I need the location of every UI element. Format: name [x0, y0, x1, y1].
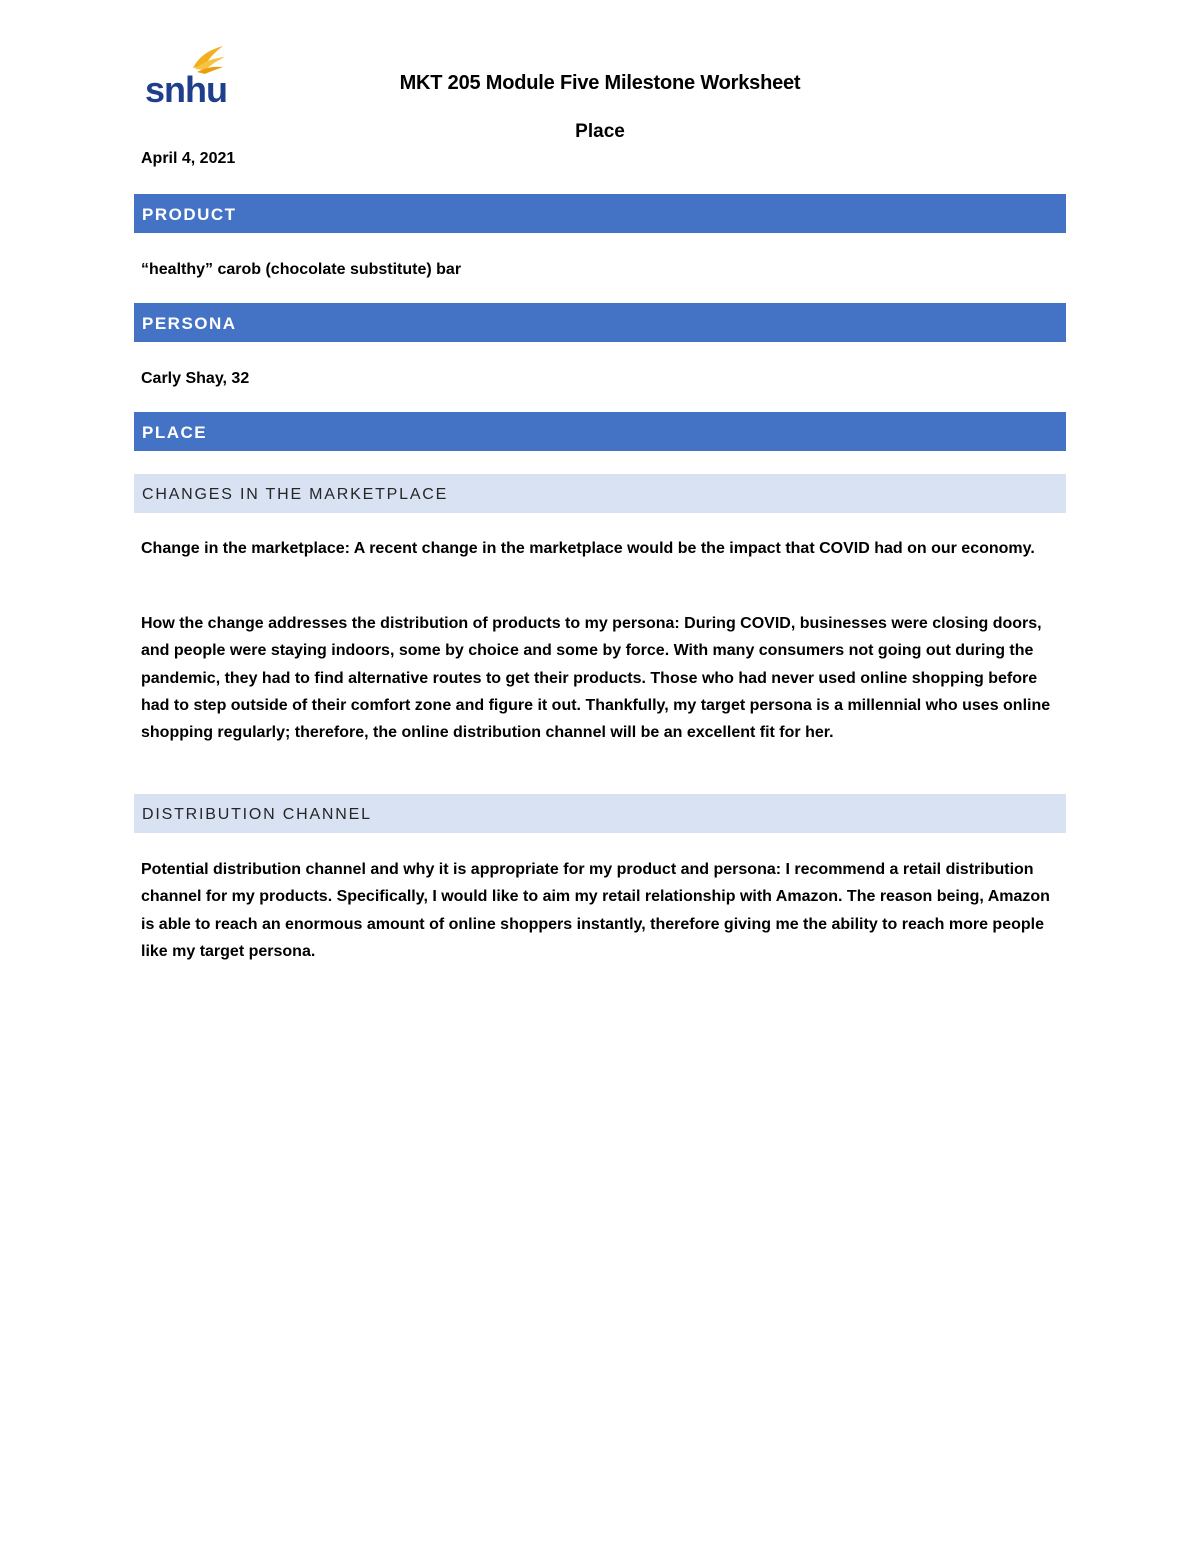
distribution-channel-paragraph: Potential distribution channel and why it is appropriate for my product and persona: I recommend a retail distribution channel for my products. Specifically, I would like to aim my retail relationship with Amazon. The reason being, Amazon is able to reach an enormous amount of online shoppers instantly, therefore giving me the ability to reach more people like my target persona. — [141, 861, 1050, 960]
document-date: April 4, 2021 — [141, 150, 236, 167]
distribution-channel-heading: DISTRIBUTION CHANNEL — [134, 794, 1066, 833]
persona-value: Carly Shay, 32 — [141, 370, 250, 387]
svg-text:snhu: snhu — [145, 69, 227, 106]
persona-heading: PERSONA — [134, 303, 1066, 342]
place-heading: PLACE — [134, 412, 1066, 451]
product-heading: PRODUCT — [134, 194, 1066, 233]
distribution-impact-paragraph: How the change addresses the distribution of products to my persona: During COVID, businesses were closing doors, and people were staying indoors, some by choice and some by force. With many consumers not going out during the pandemic, they had to find alternative routes to get their products. Those who had never used online shopping before had to step outside of their comfort zone and figure it out. Thankfully, my target persona is a millennial who uses online shopping regularly; therefore, the online distribution channel will be an excellent fit for her. — [141, 615, 1051, 742]
marketplace-change-paragraph: Change in the marketplace: A recent change in the marketplace would be the impact that COVID had on our economy. — [141, 540, 1035, 557]
changes-marketplace-heading: CHANGES IN THE MARKETPLACE — [134, 474, 1066, 513]
product-value: “healthy” carob (chocolate substitute) bar — [141, 261, 462, 278]
document-title: MKT 205 Module Five Milestone Worksheet — [399, 72, 801, 94]
document-subtitle: Place — [575, 121, 625, 142]
